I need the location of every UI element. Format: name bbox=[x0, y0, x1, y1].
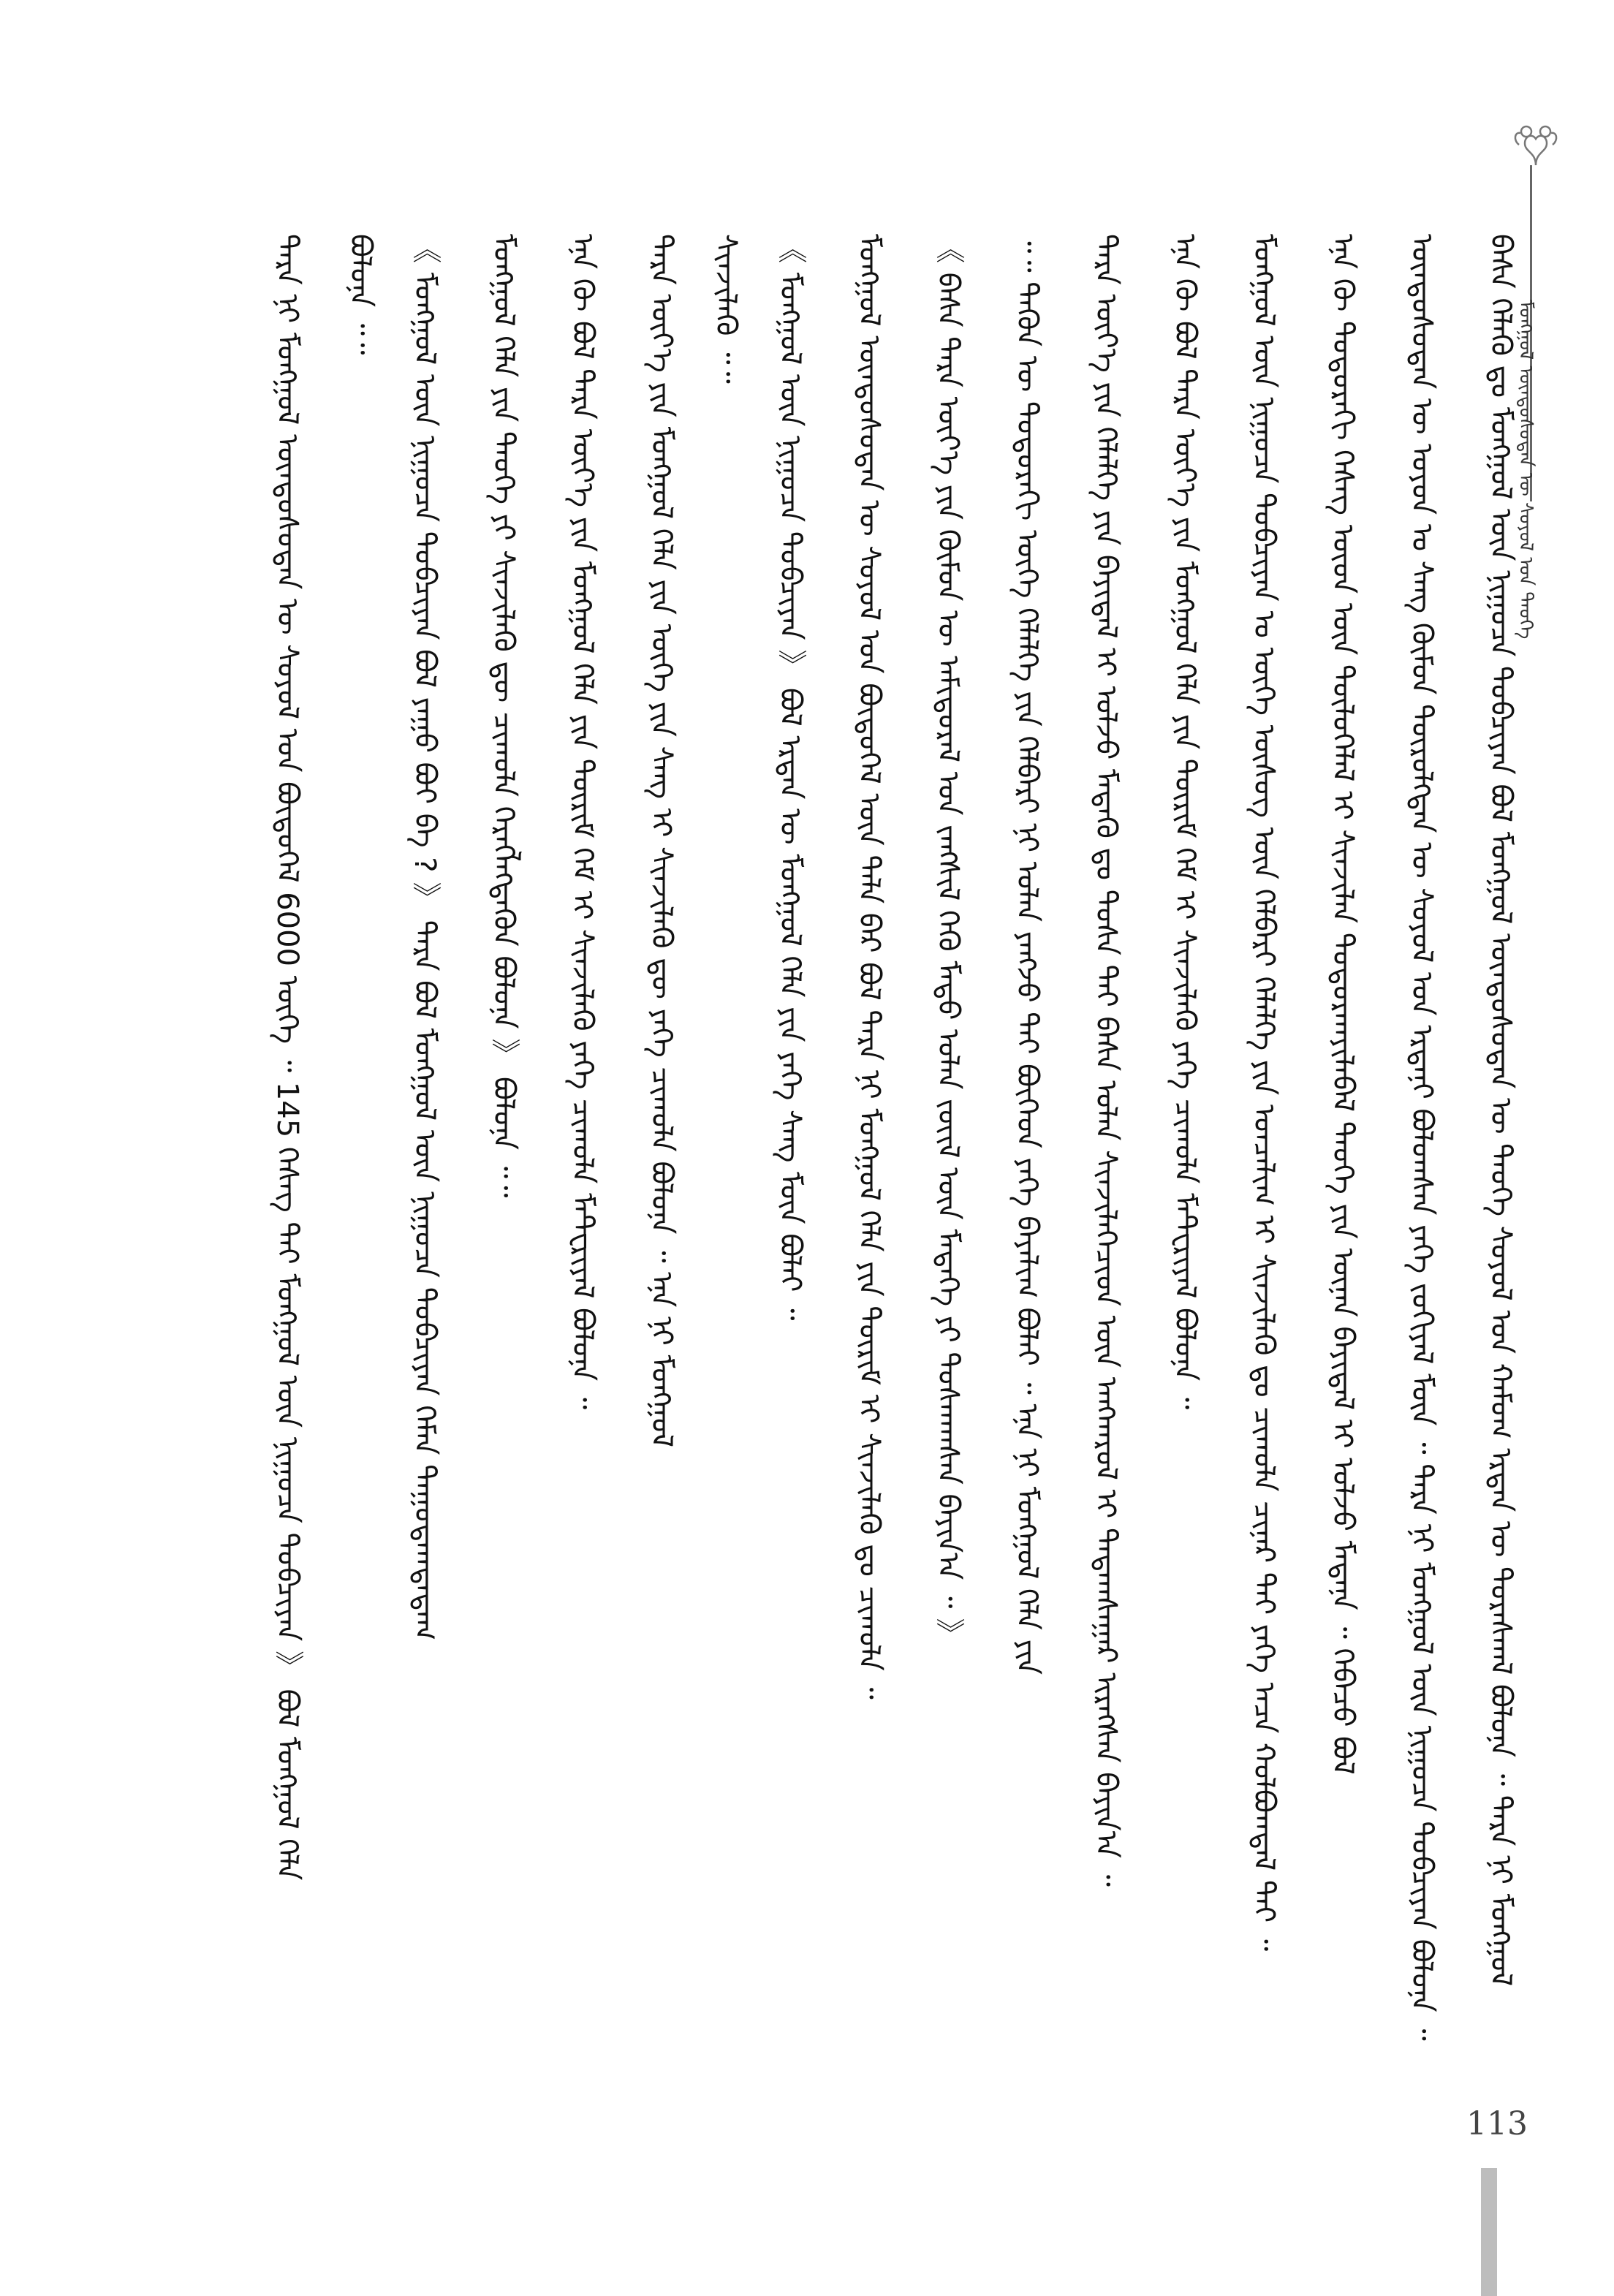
text-line: ᠡᠨᠡ ᠬᠦ ᠪᠣᠯ ᠲᠡᠷᠡ ᠦᠶ᠎ᠡ ᠶᠢᠨ ᠮᠣᠩᠭᠣᠯ ᠬᠡᠯᠡ ᠶᠢᠨ ᠳᠦᠷᠢᠮ ᠬᠡᠮ ᠢ ᠰᠢᠨᠵᠢᠯᠡᠬᠦ ᠶᠡᠬᠡ ᠴᠢᠬᠤᠯᠠ ᠮᠠᠲᠸᠷᠢᠶᠠᠯ ᠪᠣᠯᠤᠨᠠ ᠃ bbox=[566, 234, 599, 1410]
text-line: ᠡᠨᠡ ᠬᠦ ᠪᠣᠯ ᠲᠡᠷᠡ ᠦᠶ᠎ᠡ ᠶᠢᠨ ᠮᠣᠩᠭᠣᠯ ᠬᠡᠯᠡ ᠶᠢᠨ ᠳᠦᠷᠢᠮ ᠬᠡᠮ ᠢ ᠰᠢᠨᠵᠢᠯᠡᠬᠦ ᠶᠡᠬᠡ ᠴᠢᠬᠤᠯᠠ ᠮᠠᠲᠸᠷᠢᠶᠠᠯ ᠪᠣᠯᠤᠨᠠ ᠃ bbox=[1168, 234, 1202, 1410]
text-line: 《 ᠮᠣᠩᠭᠣᠯ ᠦᠨ ᠨᠢᠭᠤᠴᠠ ᠲᠣᠪᠴᠢᠶᠠᠨ ᠪᠣᠯ ᠶᠠᠭᠤ ᠪᠣᠢ ᠪᠡ ? 》 ᠲᠡᠷᠡ ᠪᠣᠯ ᠮᠣᠩᠭᠣᠯ ᠦᠨ ᠨᠢᠭᠤᠴᠠ ᠲᠣᠪᠴᠢᠶᠠᠨ ᠬᠡᠮᠡᠨ ᠳᠠᠭᠤᠳᠠᠭᠳᠠᠳᠠᠭ bbox=[408, 234, 442, 1640]
body-text bbox=[183, 234, 1520, 2178]
text-line: ᠦᠨᠳᠦᠰᠦᠲᠡᠨ ᠦ ᠣᠶᠤᠨ ᠤ ᠰᠠᠩ ᠬᠥᠮᠦᠨ ᠲᠥᠷᠦᠯᠬᠲᠡᠨ ᠦ ᠰᠣᠶᠣᠯ ᠤᠨ ᠡᠷᠳᠡᠨᠢ ᠪᠣᠯᠤᠭᠰᠠᠨ ᠶᠡᠬᠡ ᠵᠣᠬᠢᠶᠠᠯ ᠮᠥᠨ ᠃ ᠲᠡᠷᠡ ᠨᠢ ᠮᠣᠩᠭᠣᠯ ᠦᠨ ᠨᠢᠭᠤᠴᠠ ᠲᠣᠪᠴᠢᠶᠠᠨ ᠪᠣᠯᠤᠨᠠ ᠃ bbox=[1405, 234, 1439, 2041]
text-line: ᠪᠠᠰᠠ ᠬᠡᠯᠡᠬᠦ ᠳᠤ ᠮᠣᠩᠭᠣᠯ ᠦᠨ ᠨᠢᠭᠤᠴᠠ ᠲᠣᠪᠴᠢᠶᠠᠨ ᠪᠣᠯ ᠮᠣᠩᠭᠣᠯ ᠦᠨᠳᠦᠰᠦᠲᠡᠨ ᠦ ᠲᠡᠦᠬᠡ ᠰᠣᠶᠣᠯ ᠤᠨ ᠬᠠᠮᠤᠭ ᠡᠷᠲᠡᠨ ᠦ ᠳᠣᠷᠠᠰᠬᠠᠯ ᠪᠣᠯᠤᠨᠠ ᠃ ᠲᠡᠷᠡ ᠨᠢ ᠮᠣᠩᠭᠣᠯ bbox=[1484, 234, 1518, 1987]
text-line: ᠮᠣᠩᠭᠣᠯ ᠦᠨᠳᠦᠰᠦᠲᠡᠨ ᠦ ᠰᠣᠶᠣᠯ ᠤᠨ ᠪᠦᠲᠦᠭᠡᠯ ᠦᠨ ᠲᠠᠯᠠ ᠪᠠᠷ ᠪᠣᠯ ᠲᠡᠷᠡ ᠨᠢ ᠮᠣᠩᠭᠣᠯ ᠬᠡᠯᠡ ᠶᠢᠨ ᠳᠦᠷᠢᠮ ᠢ ᠰᠢᠨᠵᠢᠯᠡᠬᠦ ᠳᠤ ᠴᠢᠬᠤᠯᠠ ᠃ bbox=[852, 234, 886, 1700]
text-line: ᠡᠨᠡ ᠬᠦ ᠳᠣᠲᠣᠷᠠᠬᠢ ᠬᠡᠰᠡᠭ ᠦᠳ ᠦᠨ ᠲᠥᠯᠦᠭᠡᠯᠡᠯ ᠢ ᠰᠢᠨᠵᠢᠯᠡᠨ ᠲᠣᠳᠣᠷᠬᠠᠶᠢᠯᠠᠪᠠᠯ ᠲᠡᠦᠬᠡ ᠶᠢᠨ ᠦᠨᠡᠨ ᠪᠠᠶᠢᠳᠠᠯ ᠢ ᠣᠯᠵᠤ ᠮᠡᠳᠡᠨᠡ ᠃ ᠭᠡᠪᠡᠴᠦ ᠪᠣᠯ bbox=[1326, 234, 1360, 1775]
text-line: ᠰᠢᠨᠵᠢᠯᠡᠬᠦ ᠃᠃ bbox=[709, 234, 743, 384]
page-edge-bar bbox=[1481, 2168, 1497, 2296]
text-line: ᠲᠡᠷᠡ ᠦᠶ᠎ᠡ ᠶᠢᠨ ᠬᠡᠯᠡᠯᠭᠡ ᠶᠢᠨ ᠪᠠᠶᠢᠳᠠᠯ ᠢ ᠣᠯᠵᠤ ᠮᠡᠳᠡᠬᠦ ᠳᠤ ᠲᠤᠰᠠ ᠲᠠᠢ ᠪᠠᠰᠠ ᠣᠯᠠᠨ ᠰᠢᠨᠵᠢᠯᠡᠭᠡᠴᠢᠳ ᠦᠨ ᠠᠩᠬᠠᠷᠤᠯ ᠢ ᠲᠠᠲᠠᠭᠰᠠᠭᠠᠷ ᠢᠷᠡᠭᠰᠡᠨ ᠪᠠᠶᠢᠨ᠎ᠠ ᠃ bbox=[1089, 234, 1123, 1887]
text-line: ᠮᠣᠩᠭᠣᠯ ᠬᠡᠯᠡ ᠶᠢᠨ ᠲᠡᠦᠬᠡ ᠶᠢ ᠰᠢᠨᠵᠢᠯᠡᠬᠦ ᠳᠦ ᠴᠢᠬᠤᠯᠠ ᠬᠡᠷᠡᠭᠯᠡᠭᠳᠡᠬᠦᠨ ᠪᠣᠯᠤᠨᠠ 》 ᠪᠣᠯᠤᠨᠠ ᠃᠃ bbox=[487, 234, 520, 1198]
text-line: 《 ᠪᠠᠰᠠ ᠲᠡᠷᠡ ᠦᠶ᠎ᠡ ᠶᠢᠨ ᠬᠦᠮᠦᠨ ᠦ ᠠᠮᠢᠳᠤᠷᠠᠯ ᠤᠨ ᠵᠠᠩᠱᠢᠯ ᠭᠡᠬᠦ ᠮᠡᠲᠦ ᠣᠯᠠᠨ ᠵᠦᠢᠯ ᠦᠨ ᠮᠡᠳᠡᠭᠡ ᠶᠢ ᠲᠤᠰᠬᠠᠭᠰᠠᠨ ᠪᠠᠶᠢᠨ᠎ᠠ ᠃ 》 bbox=[931, 234, 965, 1648]
text-line: ᠃᠃ ᠲᠡᠭᠦᠨ ᠦ ᠳᠣᠲᠣᠷᠠᠬᠢ ᠦᠭᠡ ᠬᠡᠯᠡᠯᠭᠡ ᠶᠢᠨ ᠬᠡᠯᠪᠡᠷᠢ ᠨᠢ ᠣᠯᠠᠨ ᠶᠠᠩᠵᠤ ᠲᠠᠢ ᠪᠥᠭᠡᠳ ᠶᠡᠬᠡ ᠪᠠᠶᠠᠯᠢᠭ ᠪᠣᠯᠠᠢ ᠃ ᠡᠨᠡ ᠨᠢ ᠮᠣᠩᠭᠣᠯ ᠬᠡᠯᠡ ᠶᠢᠨ bbox=[1010, 234, 1044, 1675]
page-number: 113 bbox=[1466, 2105, 1528, 2142]
text-line: ᠮᠣᠩᠭᠣᠯ ᠦᠨ ᠨᠢᠭᠤᠴᠠ ᠲᠣᠪᠴᠢᠶᠠᠨ ᠤ ᠦᠭᠡ ᠦᠰᠦᠭ ᠦᠨ ᠬᠡᠯᠪᠡᠷᠢ ᠬᠡᠯᠡᠯᠭᠡ ᠶᠢᠨ ᠣᠨᠴᠠᠯᠢᠭ ᠢ ᠰᠢᠨᠵᠢᠯᠡᠬᠦ ᠳᠤ ᠴᠢᠬᠤᠯᠠ ᠴᠢᠨᠠᠷ ᠲᠠᠢ ᠶᠡᠬᠡ ᠠᠴᠠ ᠬᠣᠯᠪᠣᠭᠳᠠᠯ ᠲᠠᠢ ᠃ bbox=[1247, 234, 1281, 1952]
scroll-ornament-icon bbox=[1510, 123, 1561, 167]
text-line: 《 ᠮᠣᠩᠭᠣᠯ ᠦᠨ ᠨᠢᠭᠤᠴᠠ ᠲᠣᠪᠴᠢᠶᠠᠨ 》 ᠪᠣᠯ ᠡᠷᠲᠡᠨ ᠦ ᠮᠣᠩᠭᠣᠯ ᠬᠡᠯᠡ ᠶᠢᠨ ᠶᠡᠬᠡ ᠰᠠᠩ ᠮᠥᠨ ᠪᠣᠯᠠᠢ ᠃ bbox=[773, 234, 807, 1321]
text-line: ᠲᠡᠷᠡ ᠦᠶ᠎ᠡ ᠶᠢᠨ ᠮᠣᠩᠭᠣᠯ ᠬᠡᠯᠡ ᠶᠢᠨ ᠦᠭᠡ ᠶᠢᠨ ᠰᠠᠩ ᠢ ᠰᠢᠨᠵᠢᠯᠡᠬᠦ ᠳᠦ ᠶᠡᠬᠡ ᠴᠢᠬᠤᠯᠠ ᠪᠣᠯᠤᠨᠠ ᠃ ᠡᠨᠡ ᠨᠢ ᠮᠣᠩᠭᠣᠯ bbox=[645, 234, 678, 1448]
text-line: ᠲᠡᠷᠡ ᠨᠢ ᠮᠣᠩᠭᠣᠯ ᠦᠨᠳᠦᠰᠦᠲᠡᠨ ᠦ ᠰᠣᠶᠣᠯ ᠤᠨ ᠪᠦᠲᠦᠭᠡᠯ 6000 ᠦᠭᠡ ᠃ 145 ᠬᠡᠰᠡᠭ ᠲᠠᠢ ᠮᠣᠩᠭᠣᠯ ᠦᠨ ᠨᠢᠭᠤᠴᠠ ᠲᠣᠪᠴᠢᠶᠠᠨ 》 ᠪᠣᠯ ᠮᠣᠩᠭᠣᠯ ᠬᠡᠯᠡ bbox=[270, 234, 304, 1881]
running-header-title: ᠮᠣᠩᠭᠣᠯ ᠦᠨᠳᠦᠰᠦᠲᠡᠨ ᠦ ᠰᠣᠶᠣᠯ ᠤᠨ ᠲᠡᠦᠬᠡ bbox=[1515, 300, 1537, 640]
text-line: ᠪᠣᠯᠤᠨᠠ ᠃᠃ bbox=[344, 234, 377, 355]
